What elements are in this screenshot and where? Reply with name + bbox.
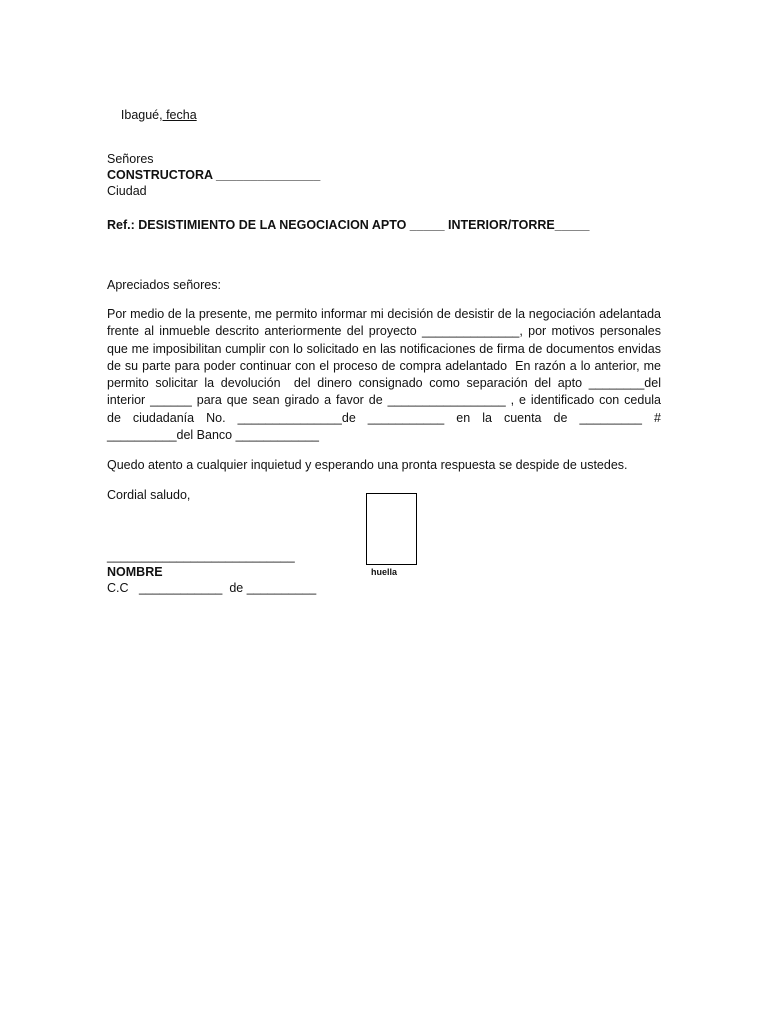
signature-line: ___________________________	[107, 549, 295, 563]
body-line: __________del Banco ____________	[107, 428, 320, 443]
recipient-company: CONSTRUCTORA _______________	[107, 168, 321, 182]
body-line: interior ______ para que sean girado a favor de _________________ , e identificado con cedula	[107, 393, 661, 408]
city-text: Ibagué	[120, 108, 160, 122]
date-placeholder: , fecha	[159, 108, 197, 122]
body-line: permito solicitar la devolución del dinero consignado como separación del apto ________del	[107, 376, 661, 391]
body-line: de ciudadanía No. _______________de ___________ en la cuenta de _________ #	[107, 410, 661, 425]
closing-text: Quedo atento a cualquier inquietud y esperando una pronta respuesta se despide de ustedes.	[107, 458, 628, 472]
signature-id-line: C.C ____________ de __________	[107, 581, 317, 595]
body-line: de su parte para poder continuar con el proceso de compra adelantado En razón a lo anterior, me	[107, 358, 661, 373]
reference-line: Ref.: DESISTIMIENTO DE LA NEGOCIACION APTO _____ INTERIOR/TORRE_____	[107, 218, 590, 232]
date-line	[107, 90, 197, 141]
fingerprint-box	[366, 493, 417, 565]
body-line: Por medio de la presente, me permito informar mi decisión de desistir de la negociación adelantada	[107, 307, 661, 321]
body-line: que me imposibilitan cumplir con lo solicitado en las notificaciones de firma de documentos envidas	[107, 341, 661, 356]
regards: Cordial saludo,	[107, 488, 191, 502]
letter-body	[107, 306, 661, 444]
recipient-city: Ciudad	[107, 184, 147, 198]
greeting: Apreciados señores:	[107, 278, 221, 292]
fingerprint-label: huella	[371, 567, 398, 577]
signature-name: NOMBRE	[107, 565, 163, 579]
body-line: frente al inmueble descrito anteriormente del proyecto ______________, por motivos personales	[107, 324, 661, 339]
recipient-salutation: Señores	[107, 152, 154, 166]
